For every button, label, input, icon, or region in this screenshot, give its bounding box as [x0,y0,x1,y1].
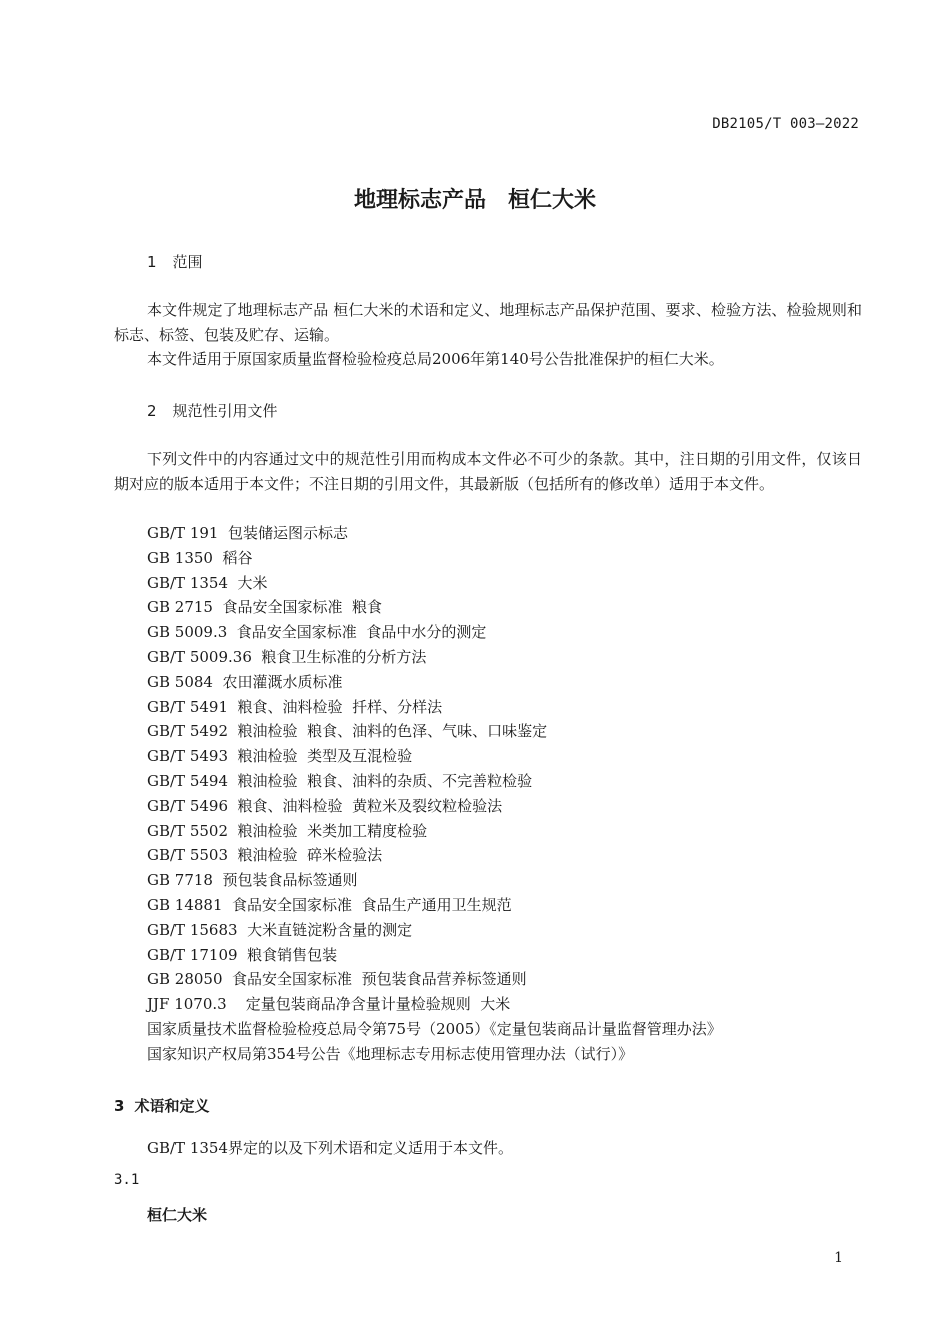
term-name: 桓仁大米 [147,1206,208,1224]
references-intro-paragraph: 下列文件中的内容通过文中的规范性引用而构成本文件必不可少的条款。其中，注日期的引用文件，仅该日期对应的版本适用于本文件；不注日期的引用文件，其最新版（包括所有的修改单）适用于本文件。 [114,450,862,493]
document-title: 地理标志产品 桓仁大米 [353,188,596,213]
reference-item: GB 5084 农田灌溉水质标准 [147,672,343,691]
reference-item: 国家质量技术监督检验检疫总局令第75号（2005）《定量包装商品计量监督管理办法》 [147,1019,722,1038]
clause-number: 3.1 [114,1172,140,1188]
reference-item: 国家知识产权局第354号公告《地理标志专用标志使用管理办法（试行）》 [147,1044,634,1063]
reference-item: GB/T 191 包装储运图示标志 [147,524,348,542]
section-title: 范围 [172,253,203,271]
reference-item: GB 5009.3 食品安全国家标准 食品中水分的测定 [147,623,487,642]
section-3-heading [114,1095,209,1116]
reference-item: GB/T 5493 粮油检验 类型及互混检验 [147,747,413,766]
reference-item: GB/T 5009.36 粮食卫生标准的分析方法 [147,647,427,666]
reference-item: GB/T 1354 大米 [147,573,268,592]
section-2-heading [147,400,278,421]
section-number: 2 [147,402,157,420]
reference-item: GB/T 5494 粮油检验 粮食、油料的杂质、不完善粒检验 [147,771,533,790]
page-number: 1 [834,1250,843,1266]
reference-item: JJF 1070.3 定量包装商品净含量计量检验规则 大米 [147,995,511,1014]
reference-item: GB 1350 稻谷 [147,548,253,567]
section-1-heading [147,251,203,272]
reference-item: GB/T 5503 粮油检验 碎米检验法 [147,846,383,865]
reference-item: GB/T 17109 粮食销售包装 [147,945,338,964]
reference-item: GB 2715 食品安全国家标准 粮食 [147,598,383,617]
standard-code: DB2105/T 003—2022 [712,116,859,132]
scope-paragraph: 本文件规定了地理标志产品 桓仁大米的术语和定义、地理标志产品保护范围、要求、检验方法、检验规则和标志、标签、包装及贮存、运输。 [114,301,862,344]
reference-item: GB/T 5496 粮食、油料检验 黄粒米及裂纹粒检验法 [147,796,503,815]
reference-item: GB/T 15683 大米直链淀粉含量的测定 [147,920,413,939]
reference-item: GB 7718 预包装食品标签通则 [147,871,358,890]
reference-item: GB 14881 食品安全国家标准 食品生产通用卫生规范 [147,895,512,914]
section-title: 规范性引用文件 [172,402,278,420]
reference-item: GB/T 5492 粮油检验 粮食、油料的色泽、气味、口味鉴定 [147,722,548,741]
normative-references-list [147,521,722,1067]
reference-item: GB 28050 食品安全国家标准 预包装食品营养标签通则 [147,970,527,989]
section-number: 1 [147,253,157,271]
section-title: 术语和定义 [134,1097,210,1115]
reference-item: GB/T 5491 粮食、油料检验 扦样、分样法 [147,697,443,716]
terms-intro-paragraph: GB/T 1354界定的以及下列术语和定义适用于本文件。 [147,1139,514,1157]
section-number: 3 [114,1097,125,1115]
reference-item: GB/T 5502 粮油检验 米类加工精度检验 [147,821,428,840]
scope-applicability-paragraph: 本文件适用于原国家质量监督检验检疫总局2006年第140号公告批准保护的桓仁大米。 [147,350,724,368]
